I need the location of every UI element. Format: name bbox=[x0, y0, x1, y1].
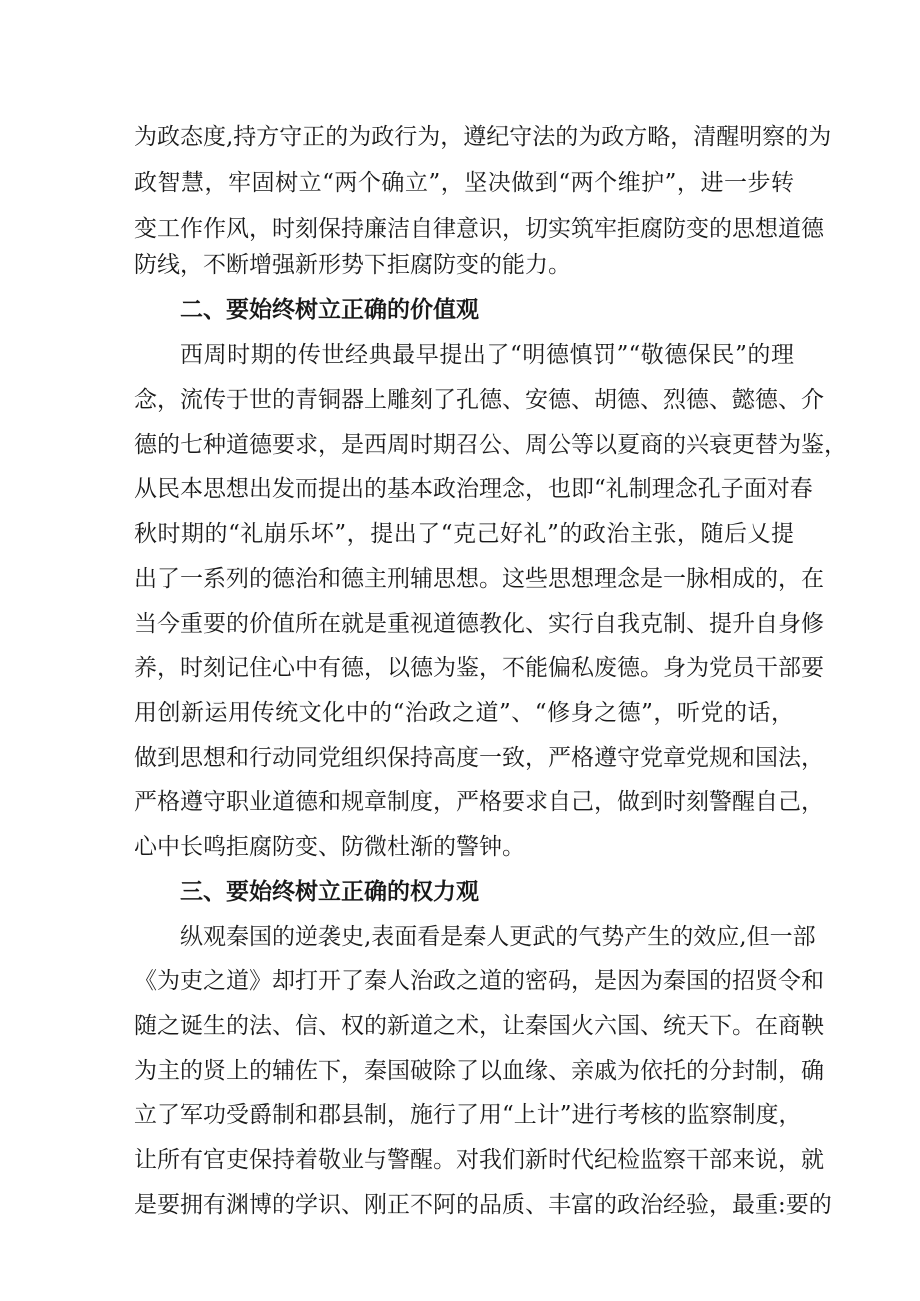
paragraph-2-line-6: 出了一系列的德治和德主刑辅思想。这些思想理念是一脉相成的，在 bbox=[134, 566, 824, 592]
paragraph-1-line-1: 为政态度,持方守正的为政行为，遵纪守法的为政方略，清醒明察的为 bbox=[134, 124, 832, 150]
paragraph-2-line-1: 西周时期的传世经典最早提出了“明德慎罚”“敬德保民”的理 bbox=[180, 342, 794, 368]
paragraph-2-line-3: 德的七种道德要求，是西周时期召公、周公等以夏商的兴衰更替为鉴， bbox=[134, 432, 847, 458]
paragraph-3-line-4: 为主的贤上的辅佐下，秦国破除了以血缘、亲戚为依托的分封制，确 bbox=[134, 1058, 824, 1084]
paragraph-3-line-3: 随之诞生的法、信、权的新道之术，让秦国火六国、统天下。在商鞅 bbox=[134, 1013, 824, 1039]
paragraph-2-line-4: 从民本思想出发而提出的基本政治理念，也即“礼制理念孔子面对春 bbox=[134, 476, 813, 502]
section-heading-2: 二、要始终树立正确的价值观 bbox=[180, 297, 479, 323]
paragraph-2-line-9: 用创新运用传统文化中的“治政之道”、“修身之德”，听党的话， bbox=[134, 700, 794, 726]
paragraph-2-line-12: 心中长鸣拒腐防变、防微杜渐的警钟。 bbox=[134, 834, 525, 860]
paragraph-3-line-2: 《为吏之道》却打开了秦人治政之道的密码，是因为秦国的招贤令和 bbox=[134, 968, 824, 994]
paragraph-2-line-11: 严格遵守职业道德和规章制度，严格要求自己，做到时刻警醒自己， bbox=[134, 789, 824, 815]
paragraph-1-line-2: 政智慧，牢固树立“两个确立”，坚决做到“两个维护”，进一步转 bbox=[134, 170, 794, 196]
paragraph-2-line-8: 养，时刻记住心中有德，以德为鉴，不能偏私废德。身为党员干部要 bbox=[134, 655, 824, 681]
section-heading-3: 三、要始终树立正确的权力观 bbox=[180, 879, 479, 905]
paragraph-1-line-4: 防线，不断增强新形势下拒腐防变的能力。 bbox=[134, 252, 571, 278]
paragraph-3-line-7: 是要拥有渊博的学识、刚正不阿的品质、丰富的政治经验，最重:要的 bbox=[134, 1192, 832, 1218]
paragraph-3-line-6: 让所有官吏保持着敬业与警醒。对我们新时代纪检监察干部来说，就 bbox=[134, 1147, 824, 1173]
paragraph-2-line-5: 秋时期的“礼崩乐坏”，提出了“克己好礼”的政治主张，随后乂提 bbox=[134, 521, 794, 547]
paragraph-2-line-2: 念，流传于世的青铜器上雕刻了孔德、安德、胡德、烈德、懿德、介 bbox=[134, 387, 824, 413]
paragraph-2-line-7: 当今重要的价值所在就是重视道德教化、实行自我克制、提升自身修 bbox=[134, 611, 824, 637]
paragraph-2-line-10: 做到思想和行动同党组织保持高度一致，严格遵守党章党规和国法， bbox=[134, 745, 824, 771]
paragraph-3-line-1: 纵观秦国的逆袭史,表面看是秦人更武的气势产生的效应,但一部 bbox=[180, 924, 816, 950]
paragraph-3-line-5: 立了军功受爵制和郡县制，施行了用“上计”进行考核的监察制度， bbox=[134, 1102, 802, 1128]
paragraph-1-line-3: 变工作作风，时刻保持廉洁自律意识，切实筑牢拒腐防变的思想道德 bbox=[134, 216, 824, 242]
